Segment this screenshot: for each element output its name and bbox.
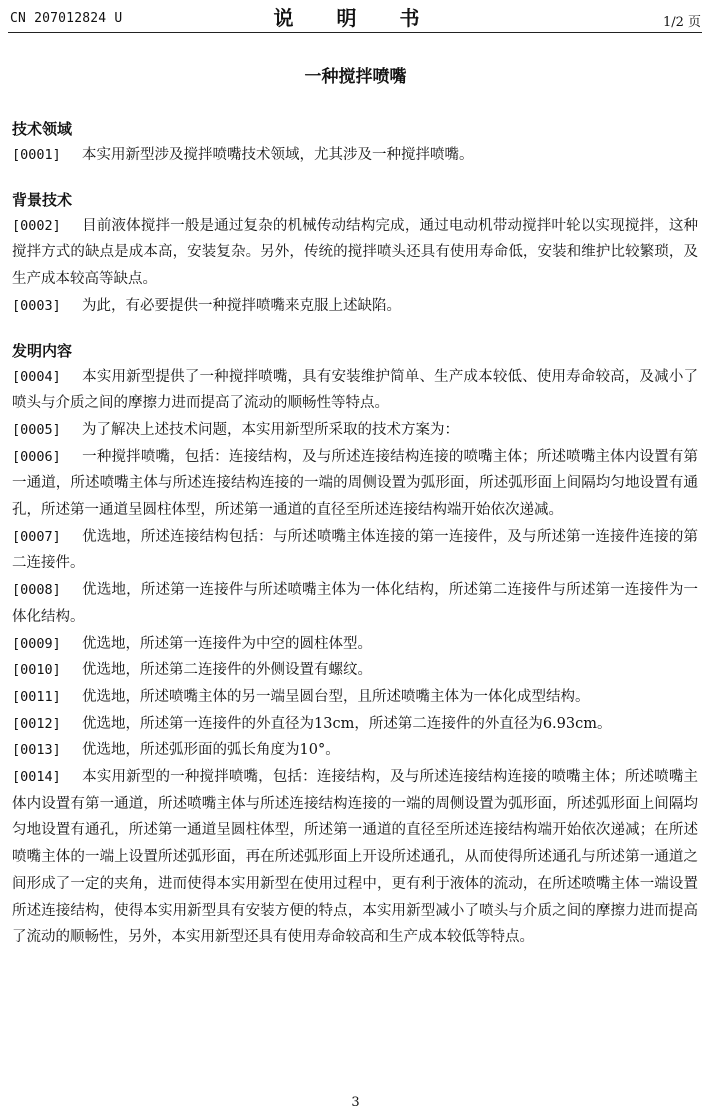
paragraph — [12, 764, 698, 951]
document-title: 一种搅拌喷嘴 — [304, 67, 407, 87]
paragraph-text: 目前液体搅拌一般是通过复杂的机械传动结构完成，通过电动机带动搅拌叶轮以实现搅拌，这种搅拌方式的缺点是成本高，安装复杂。另外，传统的搅拌喷头还具有使用寿命低，安装和维护比较繁琐，及生产成本较高等缺点。 — [12, 217, 698, 288]
paragraph-text: 优选地，所述连接结构包括：与所述喷嘴主体连接的第一连接件，及与所述第一连接件连接的第二连接件。 — [12, 528, 698, 572]
paragraph-number: [0007] — [12, 528, 61, 545]
paragraph-text: 本实用新型的一种搅拌喷嘴，包括：连接结构，及与所述连接结构连接的喷嘴主体；所述喷嘴主体内设置有第一通道，所述喷嘴主体与所述连接结构连接的一端的周侧设置为弧形面，所述弧形面上间隔均匀地设置有通孔，所述第一通道呈圆柱体型，所述第一通道的直径至所述连接结构端开始依次递减；在所述喷嘴主体的一端上设置所述弧形面，再在所述弧形面上开设所述通孔，从而使得所述通孔与所述第一通道之间形成了一定的夹角，进而使得本实用新型在使用过程中，更有利于液体的流动，在所述喷嘴主体一端设置所述连接结构，使得本实用新型具有安装方便的特点，本实用新型减小了喷头与介质之间的摩擦力进而提高了流动的顺畅性，另外，本实用新型还具有使用寿命较高和生产成本较低等特点。 — [12, 769, 698, 946]
paragraph-number: [0013] — [12, 742, 61, 759]
paragraph — [12, 631, 698, 658]
header-section-title: 说 明 书 — [273, 6, 438, 30]
paragraph-number: [0010] — [12, 662, 61, 679]
section-gap — [12, 169, 698, 187]
paragraph-number: [0003] — [12, 297, 61, 314]
paragraph-number: [0005] — [12, 421, 61, 438]
paragraph-text: 优选地，所述第一连接件的外直径为13cm，所述第二连接件的外直径为6.93cm。 — [82, 715, 612, 732]
page-header — [0, 0, 711, 34]
paragraph — [12, 293, 698, 320]
paragraph — [12, 711, 698, 738]
document-body — [12, 116, 698, 951]
paragraph-number: [0006] — [12, 448, 61, 465]
paragraph-number: [0004] — [12, 368, 61, 385]
paragraph — [12, 417, 698, 444]
paragraph — [12, 364, 698, 417]
paragraph-text: 优选地，所述弧形面的弧长角度为10°。 — [82, 742, 340, 759]
paragraph-number: [0009] — [12, 635, 61, 652]
paragraph-text: 优选地，所述第二连接件的外侧设置有螺纹。 — [82, 662, 372, 679]
paragraph-text: 本实用新型涉及搅拌喷嘴技术领域，尤其涉及一种搅拌喷嘴。 — [82, 147, 474, 163]
paragraph — [12, 213, 698, 293]
header-divider — [8, 32, 702, 33]
paragraph-text: 一种搅拌喷嘴，包括：连接结构，及与所述连接结构连接的喷嘴主体；所述喷嘴主体内设置有第一通道，所述喷嘴主体与所述连接结构连接的一端的周侧设置为弧形面，所述弧形面上间隔均匀地设置有通孔，所述第一通道呈圆柱体型，所述第一通道的直径至所述连接结构端开始依次递减。 — [12, 448, 698, 519]
paragraph-number: [0002] — [12, 217, 61, 234]
paragraph — [12, 142, 698, 169]
section-gap — [12, 320, 698, 338]
paragraph-number: [0014] — [12, 769, 61, 786]
paragraph-text: 为了解决上述技术问题，本实用新型所采取的技术方案为： — [82, 421, 459, 438]
page-number: 3 — [351, 1095, 360, 1110]
paragraph-number: [0011] — [12, 688, 61, 705]
paragraph-text: 优选地，所述第一连接件为中空的圆柱体型。 — [82, 635, 372, 652]
section-heading: 背景技术 — [12, 190, 73, 209]
paragraph — [12, 577, 698, 630]
section-heading: 发明内容 — [12, 341, 73, 360]
paragraph-number: [0008] — [12, 582, 61, 599]
paragraph — [12, 524, 698, 577]
paragraph-number: [0001] — [12, 147, 61, 163]
section-heading: 技术领域 — [12, 120, 73, 138]
paragraph-text: 优选地，所述第一连接件与所述喷嘴主体为一体化结构，所述第二连接件与所述第一连接件为一体化结构。 — [12, 582, 698, 625]
paragraph-text: 本实用新型提供了一种搅拌喷嘴，具有安装维护简单、生产成本较低、使用寿命较高，及减小了喷头与介质之间的摩擦力进而提高了流动的顺畅性等特点。 — [12, 368, 698, 412]
paragraph — [12, 684, 698, 711]
paragraph-number: [0012] — [12, 715, 61, 732]
document-number: CN 207012824 U — [10, 11, 123, 26]
paragraph — [12, 657, 698, 684]
paragraph — [12, 737, 698, 764]
paragraph-text: 为此，有必要提供一种搅拌喷嘴来克服上述缺陷。 — [82, 297, 401, 314]
paragraph — [12, 444, 698, 524]
paragraph-text: 优选地，所述喷嘴主体的另一端呈圆台型，且所述喷嘴主体为一体化成型结构。 — [82, 688, 590, 705]
page-indicator: 1/2 页 — [662, 15, 701, 30]
